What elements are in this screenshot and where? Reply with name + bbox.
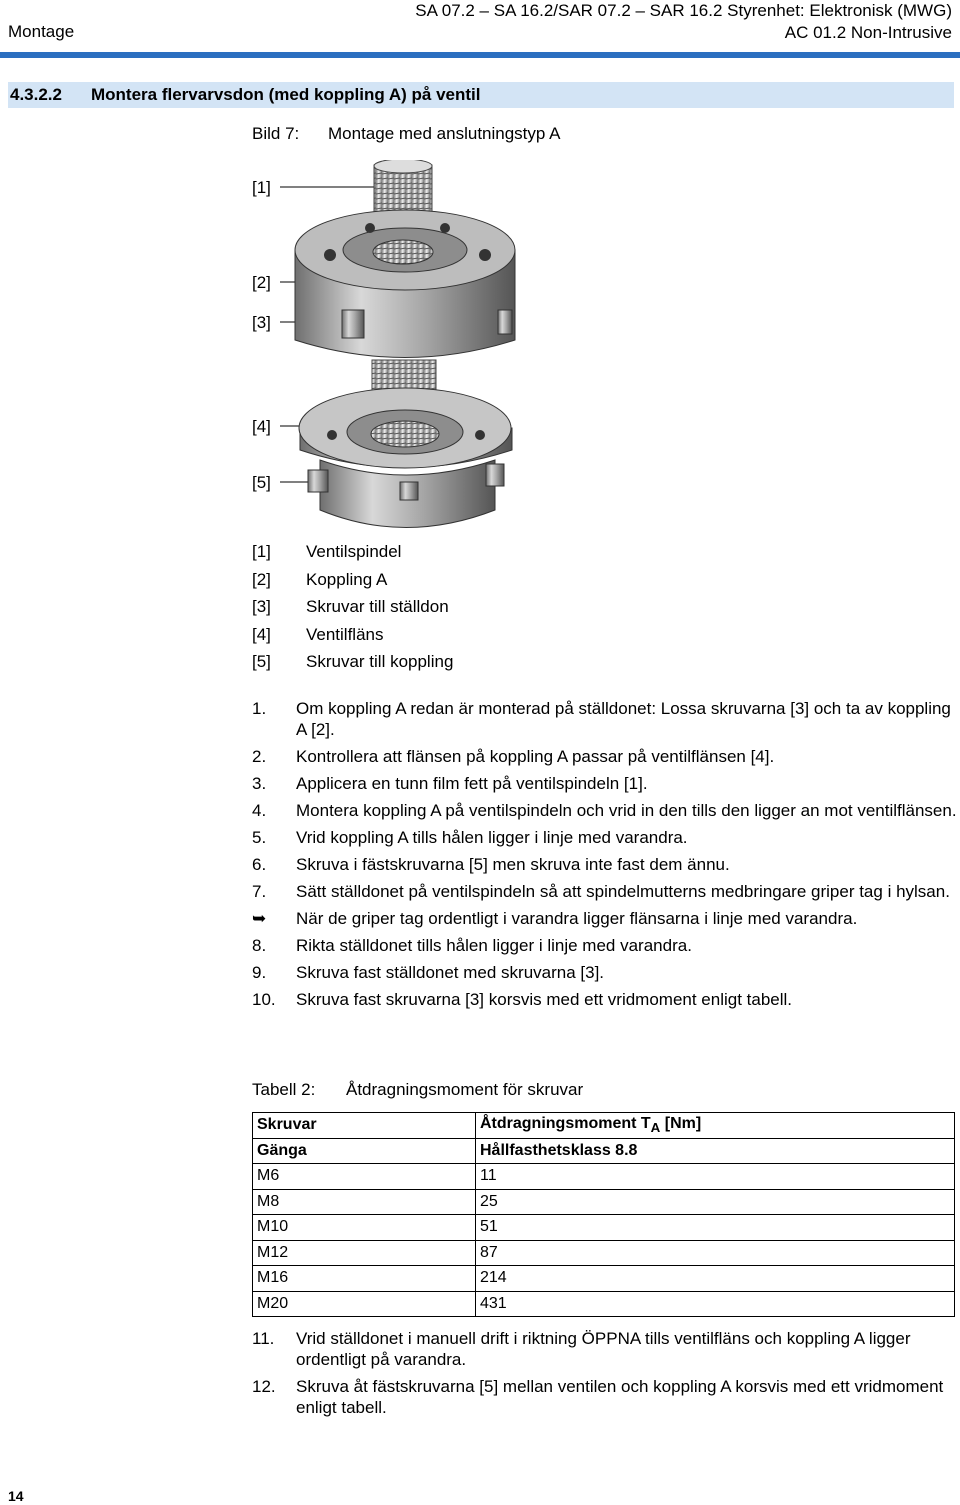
header-title xyxy=(415,0,952,44)
step-item: 10. Skruva fast skruvarna [3] korsvis med ett vridmoment enligt tabell. xyxy=(252,990,793,1009)
table-header-row xyxy=(253,1138,955,1164)
header-cell: Gänga xyxy=(253,1138,476,1164)
step-item: 5. Vrid koppling A tills hålen ligger i linje med varandra. xyxy=(252,828,688,847)
callout-3: [3] xyxy=(252,313,271,332)
callout-1: [1] xyxy=(252,178,271,197)
step-item: 8. Rikta ställdonet tills hålen ligger i linje med varandra. xyxy=(252,936,692,955)
step-item: 9. Skruva fast ställdonet med skruvarna [3]. xyxy=(252,963,605,982)
step-item: 1. Om koppling A redan är monterad på ställdonet: Lossa skruvarna [3] och ta av koppling A [2]. xyxy=(252,699,951,739)
callout-4: [4] xyxy=(252,417,271,436)
figure-caption: Montage med anslutningstyp A xyxy=(328,124,561,143)
header-cell: Hållfasthetsklass 8.8 xyxy=(476,1138,955,1164)
table-row: M12 87 xyxy=(253,1240,955,1266)
procedure-steps-continued xyxy=(252,1328,957,1424)
table-row: M16 214 xyxy=(253,1266,955,1292)
table-row: M6 11 xyxy=(253,1164,955,1190)
step-item: 7. Sätt ställdonet på ventilspindeln så att spindelmutterns medbringare griper tag i hylsan. xyxy=(252,882,950,901)
step-item: 2. Kontrollera att flänsen på koppling A passar på ventilflänsen [4]. xyxy=(252,747,775,766)
header-title-line1: SA 07.2 – SA 16.2/SAR 07.2 – SAR 16.2 Styrenhet: Elektronisk (MWG) xyxy=(415,1,952,20)
header-title-line2: AC 01.2 Non-Intrusive xyxy=(784,23,952,42)
table-row: M10 51 xyxy=(253,1215,955,1241)
step-result: ➥ När de griper tag ordentligt i varandra ligger flänsarna i linje med varandra. xyxy=(252,909,858,928)
procedure-steps xyxy=(252,698,957,1016)
callout-5: [5] xyxy=(252,473,271,492)
header-cell: Åtdragningsmoment $T_A$ [Nm] xyxy=(476,1113,955,1139)
header-cell: Skruvar xyxy=(253,1113,476,1139)
table-row: M8 25 xyxy=(253,1189,955,1215)
coupling-illustration xyxy=(250,160,550,535)
table-label: Tabell 2: xyxy=(252,1080,316,1099)
callout-2: [2] xyxy=(252,273,271,292)
step-item: 11. Vrid ställdonet i manuell drift i riktning ÖPPNA tills ventilfläns och koppling A ligger ordentligt på varandra. xyxy=(252,1329,911,1369)
header-section: Montage xyxy=(8,22,75,41)
page-number: 14 xyxy=(8,1488,24,1504)
section-title: Montera flervarvsdon (med koppling A) på ventil xyxy=(91,85,481,104)
table-header-row xyxy=(253,1113,955,1139)
step-item: 6. Skruva i fästskruvarna [5] men skruva inte fast dem ännu. xyxy=(252,855,730,874)
header-rule xyxy=(0,52,960,58)
step-item: 3. Applicera en tunn film fett på ventilspindeln [1]. xyxy=(252,774,648,793)
torque-table xyxy=(252,1112,955,1317)
result-arrow-icon: ➥ xyxy=(252,909,267,928)
section-number: 4.3.2.2 xyxy=(10,85,62,104)
table-caption: Åtdragningsmoment för skruvar xyxy=(346,1080,584,1099)
step-item: 4. Montera koppling A på ventilspindeln och vrid in den tills den ligger an mot ventilflänsen. xyxy=(252,801,957,820)
figure-label: Bild 7: xyxy=(252,124,300,143)
section-heading xyxy=(8,82,954,108)
table-row: M20 431 xyxy=(253,1291,955,1317)
step-item: 12. Skruva åt fästskruvarna [5] mellan ventilen och koppling A korsvis med ett vridmoment enligt tabell. xyxy=(252,1377,944,1417)
